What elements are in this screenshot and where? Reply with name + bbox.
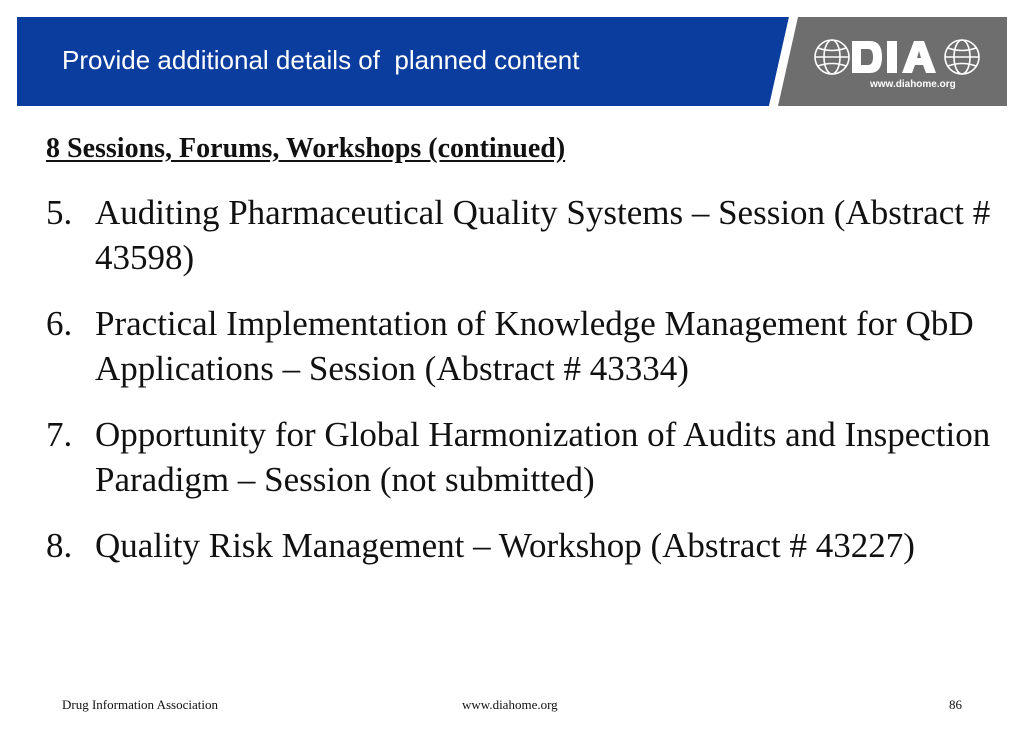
item-text: Quality Risk Management – Workshop (Abstract # 43227) xyxy=(95,526,915,565)
globe-logo-icon xyxy=(812,37,982,77)
logo-url: www.diahome.org xyxy=(870,79,956,90)
footer-organization: Drug Information Association xyxy=(62,697,218,712)
list-item xyxy=(46,190,1006,280)
slide-title: Provide additional details of planned content xyxy=(62,45,580,75)
item-text: Practical Implementation of Knowledge Management for QbD Applications – Session (Abstract # 43334) xyxy=(95,304,974,388)
section-heading: 8 Sessions, Forums, Workshops (continued) xyxy=(46,133,566,164)
item-number: 7. xyxy=(46,415,73,454)
list-item xyxy=(46,523,1006,568)
item-number: 8. xyxy=(46,526,73,565)
dia-logo xyxy=(812,37,982,97)
page-number: 86 xyxy=(949,697,962,712)
list-item xyxy=(46,301,1006,391)
footer-website: www.diahome.org xyxy=(462,697,558,712)
item-text: Opportunity for Global Harmonization of Audits and Inspection Paradigm – Session (not submitted) xyxy=(95,415,991,499)
header-banner xyxy=(17,17,1007,106)
item-number: 5. xyxy=(46,193,73,232)
item-number: 6. xyxy=(46,304,73,343)
agenda-list xyxy=(46,190,1006,589)
list-item xyxy=(46,412,1006,502)
item-text: Auditing Pharmaceutical Quality Systems – Session (Abstract # 43598) xyxy=(95,193,991,277)
